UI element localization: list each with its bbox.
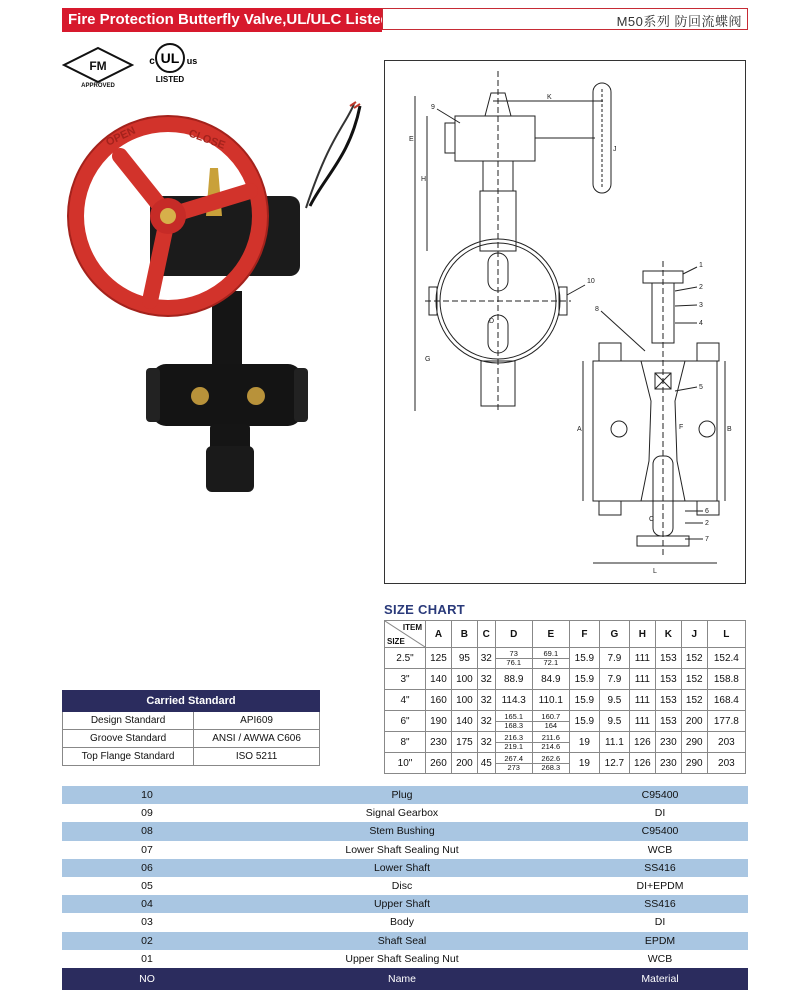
ul-c-text: c [149,56,155,67]
parts-row [62,877,748,895]
dimension-value: 76.1 [506,657,522,667]
col-header: H [629,621,655,648]
dimension-cell: 88.9 [495,669,532,690]
dimension-cell: 153 [655,711,681,732]
part-no: 10 [62,786,232,804]
dimension-cell: 260 [426,753,452,774]
dimension-value: 216.3 [496,734,532,743]
dimension-cell: 84.9 [532,669,569,690]
ul-us-text: us [186,56,198,66]
size-chart-row [385,732,746,753]
drawing-label: 6 [705,508,709,515]
standard-value: API609 [194,712,320,730]
dimension-cell: 111 [629,648,655,669]
dimension-cell: 140 [451,711,477,732]
drawing-label: 4 [699,320,703,327]
dimension-cell: 126 [629,732,655,753]
part-no: 03 [62,913,232,931]
dimension-cell: 290 [681,732,707,753]
dimension-cell: 12.7 [599,753,629,774]
dimension-value: 219.1 [504,741,524,751]
dimension-value: 214.6 [541,741,561,751]
part-name: Disc [232,877,572,895]
technical-drawing [385,61,745,583]
drawing-label: 1 [699,262,703,269]
drawing-label: C [649,516,655,523]
drawing-label: 7 [705,536,709,543]
drawing-label: 9 [431,104,435,111]
part-material: DI [572,913,748,931]
col-header: F [569,621,599,648]
col-header: E [532,621,569,648]
drawing-label: 3 [699,302,703,309]
dimension-cell: 230 [426,732,452,753]
parts-material-table [62,786,748,990]
wheel-close-text: CLOSE [186,127,227,152]
dimension-value: 262.6 [533,755,569,764]
dimension-value: 164 [544,720,558,730]
size-cell: 3" [385,669,426,690]
drawing-label: 8 [595,306,599,313]
dimension-cell: 158.8 [707,669,745,690]
dimension-cell-dual [495,753,532,774]
col-header: J [681,621,707,648]
drawing-label: 5 [699,384,703,391]
size-chart-row [385,669,746,690]
dimension-cell: 125 [426,648,452,669]
part-name: Plug [232,786,572,804]
dimension-cell: 175 [451,732,477,753]
standard-row [63,748,320,766]
dimension-cell: 19 [569,753,599,774]
part-material: DI [572,804,748,822]
dimension-cell: 111 [629,711,655,732]
dimension-cell: 9.5 [599,711,629,732]
dimension-cell: 230 [655,753,681,774]
dimension-cell: 203 [707,732,745,753]
dimension-value: 73 [496,650,532,659]
dimension-value: 165.1 [496,713,532,722]
dimension-cell: 200 [451,753,477,774]
parts-row [62,822,748,840]
dimension-cell-dual [495,648,532,669]
dimension-cell: 111 [629,690,655,711]
dimension-value: 273 [507,762,520,772]
size-chart-row [385,711,746,732]
dimension-cell: 100 [451,669,477,690]
part-no: 01 [62,950,232,968]
name-header: Name [232,968,572,990]
col-header: C [477,621,495,648]
dimension-value: 72.1 [543,657,559,667]
parts-row [62,895,748,913]
drawing-label: K [547,94,552,101]
fm-logo-text: FM [89,59,107,73]
fm-approved-logo [62,46,134,88]
part-material: WCB [572,841,748,859]
ul-main-text: UL [160,50,180,66]
parts-row [62,913,748,931]
dimension-cell: 100 [451,690,477,711]
carried-standard-table [62,690,320,766]
dimension-cell: 11.1 [599,732,629,753]
dimension-value: 267.4 [496,755,532,764]
dimension-cell: 15.9 [569,711,599,732]
dimension-cell: 45 [477,753,495,774]
dimension-cell: 114.3 [495,690,532,711]
size-chart-row [385,648,746,669]
part-no: 09 [62,804,232,822]
size-chart-row [385,690,746,711]
size-cell: 8" [385,732,426,753]
dimension-cell-dual [532,732,569,753]
col-header: B [451,621,477,648]
standard-row [63,712,320,730]
dimension-cell: 15.9 [569,690,599,711]
dimension-cell: 15.9 [569,669,599,690]
part-name: Upper Shaft Sealing Nut [232,950,572,968]
parts-row [62,841,748,859]
dimension-cell: 32 [477,711,495,732]
size-cell: 2.5" [385,648,426,669]
no-header: NO [62,968,232,990]
drawing-label: 2 [705,520,709,527]
parts-footer-row [62,968,748,990]
col-header: A [426,621,452,648]
dimension-cell: 152 [681,690,707,711]
material-header: Material [572,968,748,990]
dimension-cell: 111 [629,669,655,690]
part-no: 05 [62,877,232,895]
dimension-value: 211.6 [533,734,569,743]
col-header: D [495,621,532,648]
dimension-value: 268.3 [541,762,561,772]
part-name: Shaft Seal [232,932,572,950]
part-name: Signal Gearbox [232,804,572,822]
carried-standard-title: Carried Standard [63,691,320,712]
dimension-cell: 7.9 [599,669,629,690]
dimension-cell: 15.9 [569,648,599,669]
col-header: G [599,621,629,648]
size-chart-header-row [385,621,746,648]
drawing-label: A [577,426,582,433]
part-material: C95400 [572,786,748,804]
dimension-cell: 168.4 [707,690,745,711]
dimension-cell: 32 [477,669,495,690]
dimension-value: 160.7 [533,713,569,722]
parts-row [62,950,748,968]
technical-drawing-frame [384,60,746,584]
part-name: Body [232,913,572,931]
dimension-cell: 152 [681,648,707,669]
drawing-label: F [679,424,684,431]
size-chart-title: SIZE CHART [384,602,465,617]
part-no: 07 [62,841,232,859]
dimension-value: 168.3 [504,720,524,730]
dimension-cell: 152.4 [707,648,745,669]
standard-value: ANSI / AWWA C606 [194,730,320,748]
part-material: C95400 [572,822,748,840]
drawing-label: H [421,176,427,183]
part-no: 02 [62,932,232,950]
part-name: Lower Shaft [232,859,572,877]
dimension-cell-dual [532,648,569,669]
parts-row [62,786,748,804]
dimension-cell: 153 [655,690,681,711]
part-material: WCB [572,950,748,968]
model-series-label: M50系列 防回流蝶阀 [616,14,742,29]
dimension-cell: 190 [426,711,452,732]
dimension-cell: 32 [477,690,495,711]
part-name: Lower Shaft Sealing Nut [232,841,572,859]
dimension-cell: 290 [681,753,707,774]
dimension-cell: 153 [655,669,681,690]
dimension-cell-dual [495,732,532,753]
dimension-cell: 160 [426,690,452,711]
part-name: Stem Bushing [232,822,572,840]
part-no: 08 [62,822,232,840]
dimension-cell: 9.5 [599,690,629,711]
part-no: 04 [62,895,232,913]
size-chart-row [385,753,746,774]
col-header: K [655,621,681,648]
dimension-cell: 177.8 [707,711,745,732]
dimension-cell: 95 [451,648,477,669]
part-material: EPDM [572,932,748,950]
dimension-cell-dual [495,711,532,732]
standard-name: Design Standard [63,712,194,730]
drawing-label: L [653,568,657,575]
standard-name: Groove Standard [63,730,194,748]
wheel-open-text: OPEN [104,124,138,149]
part-no: 06 [62,859,232,877]
size-chart-corner [385,621,426,648]
standard-name: Top Flange Standard [63,748,194,766]
size-cell: 4" [385,690,426,711]
drawing-label: J [613,146,617,153]
size-chart-table [384,620,746,774]
standard-value: ISO 5211 [194,748,320,766]
dimension-cell: 230 [655,732,681,753]
drawing-label: 2 [699,284,703,291]
page-title: Fire Protection Butterfly Valve,UL/ULC Listed [68,11,390,28]
ul-listed-logo [140,38,210,86]
part-material: SS416 [572,859,748,877]
dimension-cell: 7.9 [599,648,629,669]
dimension-cell: 110.1 [532,690,569,711]
dimension-cell: 32 [477,648,495,669]
part-material: DI+EPDM [572,877,748,895]
drawing-label: G [425,356,431,363]
dimension-cell: 140 [426,669,452,690]
drawing-label: B [727,426,732,433]
fm-logo-sub: APPROVED [81,83,115,88]
dimension-cell: 19 [569,732,599,753]
dimension-cell: 153 [655,648,681,669]
ul-listed-text: LISTED [155,75,185,84]
dimension-cell: 200 [681,711,707,732]
size-cell: 10" [385,753,426,774]
drawing-label: 10 [587,278,595,285]
standard-row [63,730,320,748]
part-name: Upper Shaft [232,895,572,913]
dimension-cell-dual [532,711,569,732]
dimension-cell: 152 [681,669,707,690]
valve-product-photo [60,96,380,506]
dimension-cell: 203 [707,753,745,774]
drawing-label: E [409,136,414,143]
dimension-cell: 32 [477,732,495,753]
size-label: SIZE [387,637,405,646]
part-material: SS416 [572,895,748,913]
item-label: ITEM [402,623,422,632]
drawing-label: D [489,318,495,325]
dimension-cell-dual [532,753,569,774]
dimension-cell: 126 [629,753,655,774]
dimension-value: 69.1 [533,650,569,659]
size-cell: 6" [385,711,426,732]
parts-row [62,932,748,950]
col-header: L [707,621,745,648]
parts-row [62,804,748,822]
parts-row [62,859,748,877]
